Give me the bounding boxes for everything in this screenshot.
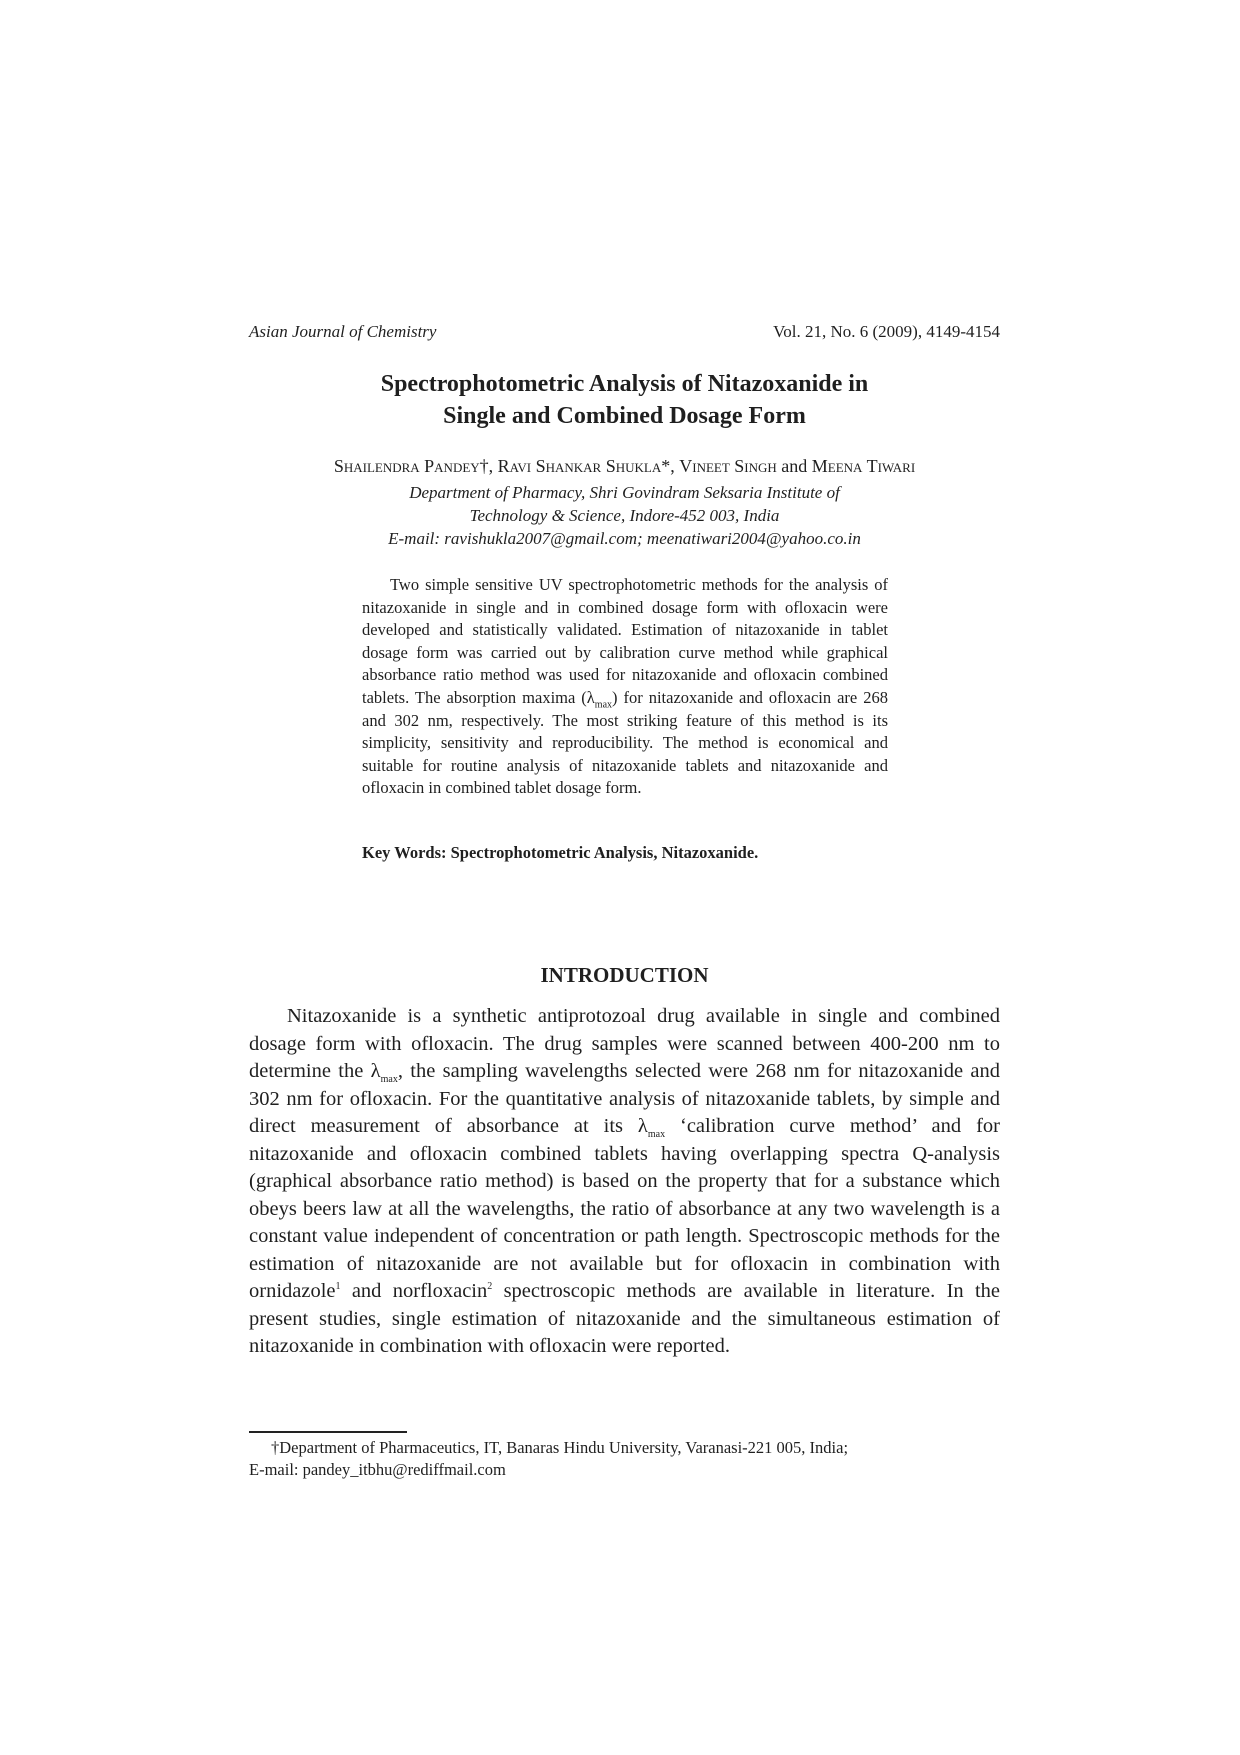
lambda-max-subscript: max (647, 1129, 666, 1141)
introduction-body (249, 1003, 1000, 1361)
affiliation (249, 481, 1000, 550)
journal-name: Asian Journal of Chemistry (249, 322, 437, 341)
affiliation-line-1: Department of Pharmacy, Shri Govindram Seksaria Institute of (409, 483, 840, 502)
paper-title (249, 368, 1000, 432)
volume-info: Vol. 21, No. 6 (2009), 4149-4154 (773, 322, 1000, 341)
affiliation-email: E-mail: ravishukla2007@gmail.com; meenatiwari2004@yahoo.co.in (388, 529, 861, 548)
reference-marker[interactable]: 2 (487, 1281, 493, 1293)
intro-text-1: Nitazoxanide is a synthetic antiprotozoal drug available in single and combined dosage form with ofloxacin. The drug samples were scanned between 400-200 nm to determine the λ (249, 1005, 1000, 1082)
section-heading-introduction: INTRODUCTION (540, 963, 709, 987)
abstract-paragraph (362, 574, 888, 800)
affiliation-line-2: Technology & Science, Indore-452 003, India (469, 506, 780, 525)
author-4: Meena Tiwari (811, 456, 916, 476)
title-line-1: Spectrophotometric Analysis of Nitazoxanide in (380, 371, 869, 397)
lambda-max-subscript: max (380, 1074, 398, 1086)
keywords: Key Words: Spectrophotometric Analysis, Nitazoxanide. (362, 843, 759, 862)
footnote (249, 1437, 1000, 1481)
title-line-2: Single and Combined Dosage Form (443, 403, 806, 429)
footnote-divider (249, 1431, 407, 1433)
intro-text-4: and norfloxacin (340, 1280, 488, 1302)
footnote-line-1: †Department of Pharmaceutics, IT, Banaras Hindu University, Varanasi-221 005, India; (271, 1438, 849, 1457)
author-separator: , (488, 456, 498, 476)
author-2: Ravi Shankar Shukla* (497, 456, 671, 476)
abstract-text-2: ) for nitazoxanide and ofloxacin are 268 and 302 nm, respectively. The most striking feature of this method is its simplicity, sensitivity and reproducibility. The method is economical and suitable for routine analysis of nitazoxanide tablets and nitazoxanide and ofloxacin in combined tablet dosage form. (362, 687, 888, 798)
intro-text-5: spectroscopic methods are available in literature. In the present studies, single estimation of nitazoxanide and the simultaneous estimation of nitazoxanide in combination with ofloxacin were reported. (249, 1280, 1001, 1357)
author-list (249, 455, 1000, 478)
reference-marker[interactable]: 1 (335, 1281, 341, 1293)
intro-text-3: ‘calibration curve method’ and for nitazoxanide and ofloxacin combined tablets having overlapping spectra Q-analysis (graphical absorbance ratio method) is based on the property that for a substance which obeys beers law at all the wavelengths, the ratio of absorbance at any two wavelength is a constant value independent of concentration or path length. Spectroscopic methods for the estimation of nitazoxanide are not available but for ofloxacin in combination with ornidazole (249, 1115, 1000, 1302)
running-head (249, 322, 1000, 342)
lambda-max-subscript: max (594, 699, 613, 711)
author-1: Shailendra Pandey† (333, 456, 489, 476)
author-separator: and (776, 456, 812, 476)
abstract (362, 574, 888, 800)
author-separator: , (670, 456, 680, 476)
footnote-email: E-mail: pandey_itbhu@rediffmail.com (249, 1460, 506, 1479)
introduction-paragraph (249, 1003, 1000, 1361)
author-3: Vineet Singh (679, 456, 777, 476)
intro-text-2: , the sampling wavelengths selected were 268 nm for nitazoxanide and 302 nm for ofloxacin. For the quantitative analysis of nitazoxanide tablets, by simple and direct measurement of absorbance at its λ (249, 1060, 1001, 1137)
abstract-text-1: Two simple sensitive UV spectrophotometric methods for the analysis of nitazoxanide in single and in combined dosage form with ofloxacin were developed and statistically validated. Estimation of nitazoxanide in tablet dosage form was carried out by calibration curve method while graphical absorbance ratio method was used for nitazoxanide and ofloxacin combined tablets. The absorption maxima (λ (362, 575, 888, 707)
